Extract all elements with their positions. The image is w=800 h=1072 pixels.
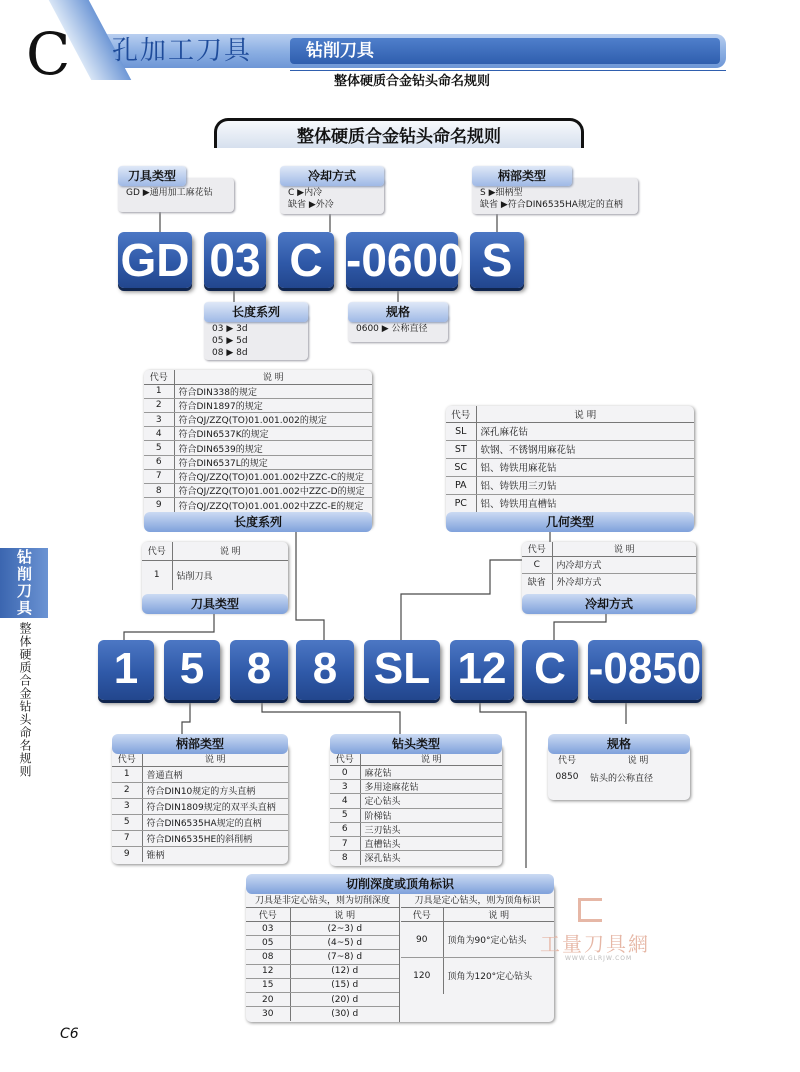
table-row — [446, 494, 694, 512]
table-row — [446, 476, 694, 494]
page-subtitle: 整体硬质合金钻头命名规则 — [334, 74, 491, 89]
cell-desc: 符合QJ/ZZQ(TO)01.001.002的规定 — [174, 413, 372, 427]
cell-code: 4 — [330, 794, 360, 808]
depth-right-caption: 刀具是定心钻头，则为顶角标识 — [401, 894, 554, 908]
table-row — [446, 458, 694, 476]
shank-type-table — [112, 744, 288, 864]
code-segment-spec: -0850 — [588, 640, 702, 700]
table-header: 代号 — [401, 908, 443, 922]
table-row — [246, 950, 399, 964]
cell-code: 4 — [144, 427, 174, 441]
cell-desc: 顶角为120°定心钻头 — [447, 972, 533, 983]
table-row — [330, 808, 502, 822]
cell-desc: 铝、铸铁用直槽钻 — [480, 499, 557, 511]
table-row — [522, 573, 696, 590]
cell-desc: 软钢、不锈钢用麻花钻 — [476, 440, 694, 458]
coolant-table-title: 冷却方式 — [522, 594, 696, 614]
length-legend-title: 长度系列 — [204, 302, 308, 322]
table-header: 说 明 — [360, 752, 502, 766]
chapter-letter: C — [26, 20, 71, 88]
cell-desc: 符合DIN1897的规定 — [174, 398, 372, 412]
cell-desc: (7~8) d — [290, 950, 399, 964]
cell-code: 3 — [144, 413, 174, 427]
table-row — [144, 398, 372, 412]
table-row — [401, 958, 554, 994]
depth-angle-table — [246, 884, 554, 1022]
subcategory-title: 钻削刀具 — [306, 41, 374, 61]
cell-desc: 钻削刀具 — [176, 571, 213, 582]
drill-type-table — [330, 744, 502, 866]
page-number: C6 — [60, 1026, 79, 1042]
cell-desc: 符合DIN10规定的方头直柄 — [142, 782, 288, 798]
cell-code: 0850 — [555, 772, 579, 782]
shank-legend-line: 缺省 ▶符合DIN6535HA规定的直柄 — [480, 200, 623, 210]
length-series-table — [144, 370, 372, 528]
table-row — [446, 440, 694, 458]
cell-desc: 多用途麻花钻 — [360, 780, 502, 794]
tool-type-table-title: 刀具类型 — [142, 594, 288, 614]
cell-code: 8 — [144, 484, 174, 498]
watermark-url: WWW.GLRJW.COM — [565, 955, 633, 962]
geometry-type-table — [446, 406, 694, 528]
table-header: 说 明 — [552, 542, 696, 556]
cell-code: 7 — [112, 830, 142, 846]
shank-legend-title: 柄部类型 — [472, 166, 572, 186]
cell-desc: 普通直柄 — [142, 766, 288, 782]
cell-desc: 符合DIN6539的规定 — [174, 441, 372, 455]
cell-code: 05 — [246, 936, 290, 950]
depth-table-right — [401, 894, 554, 1022]
cell-code: 20 — [246, 992, 290, 1006]
coolant-legend-line: 缺省 ▶外冷 — [288, 200, 334, 210]
cell-code: 7 — [330, 836, 360, 850]
depth-angle-table-title: 切削深度或顶角标识 — [246, 874, 554, 894]
cell-desc: (20) d — [290, 992, 399, 1006]
table-row — [144, 498, 372, 512]
table-row — [144, 413, 372, 427]
cell-code: 5 — [330, 808, 360, 822]
table-row — [330, 780, 502, 794]
cell-code: 3 — [330, 780, 360, 794]
side-tab[interactable]: 钻削刀具 — [0, 548, 48, 618]
table-row — [330, 822, 502, 836]
cell-desc: 铝、铸铁用三刃钻 — [476, 476, 694, 494]
code-segment-tool-type: GD — [118, 232, 192, 288]
table-row — [112, 782, 288, 798]
cell-desc: 符合DIN338的规定 — [174, 384, 372, 398]
cell-code: 90 — [401, 922, 443, 958]
cell-desc: (2~3) d — [290, 922, 399, 936]
tool-type-legend-line: GD ▶通用加工麻花钻 — [126, 188, 213, 198]
table-row — [522, 556, 696, 573]
table-row — [401, 922, 554, 958]
code-segment-coolant: C — [278, 232, 334, 288]
cell-code: 1 — [112, 766, 142, 782]
table-row — [144, 427, 372, 441]
table-row — [246, 992, 399, 1006]
table-header: 代号 — [522, 542, 552, 556]
table-header: 代号 — [142, 542, 172, 560]
table-header: 说 明 — [142, 752, 288, 766]
cell-desc: (4~5) d — [290, 936, 399, 950]
spec-table-title: 规格 — [548, 734, 690, 754]
cell-code: SC — [446, 458, 476, 476]
cell-desc: 锥柄 — [146, 850, 165, 861]
cell-code: 03 — [246, 922, 290, 936]
cell-code: 2 — [144, 398, 174, 412]
tool-type-legend-title: 刀具类型 — [118, 166, 186, 186]
drill-type-table-title: 钻头类型 — [330, 734, 502, 754]
side-tab-caption: 整体硬质合金钻头命名规则 — [18, 622, 32, 778]
cell-code: PA — [446, 476, 476, 494]
table-row — [144, 484, 372, 498]
cell-desc: (30) d — [331, 1008, 359, 1019]
cell-code: 缺省 — [522, 573, 552, 590]
section-title: 整体硬质合金钻头命名规则 — [297, 127, 501, 147]
spec-legend-line: 0600 ▶ 公称直径 — [356, 324, 428, 334]
table-row — [142, 560, 288, 590]
cell-desc: (15) d — [290, 978, 399, 992]
table-row — [330, 836, 502, 850]
table-row — [246, 936, 399, 950]
cell-code: 1 — [144, 384, 174, 398]
cell-code: ST — [446, 440, 476, 458]
table-row — [144, 441, 372, 455]
cell-code: 9 — [144, 498, 174, 512]
cell-desc: 内冷却方式 — [552, 556, 696, 573]
cell-desc: 麻花钻 — [360, 766, 502, 780]
cell-code: 15 — [246, 978, 290, 992]
cell-desc: 外冷却方式 — [556, 578, 602, 589]
chapter-title: 孔加工刀具 — [112, 36, 253, 66]
code-segment-coolant: C — [522, 640, 578, 700]
table-header: 说 明 — [174, 370, 372, 384]
table-row — [330, 794, 502, 808]
cell-desc: 符合DIN1809规定的双平头直柄 — [142, 798, 288, 814]
table-row — [246, 1007, 399, 1021]
cell-code: 2 — [112, 782, 142, 798]
code-segment-shank: 5 — [164, 640, 220, 700]
length-legend-line: 05 ▶ 5d — [212, 336, 248, 346]
table-row — [144, 455, 372, 469]
table-header: 代号 — [446, 406, 476, 422]
cell-desc: 顶角为90°定心钻头 — [443, 922, 554, 958]
table-header: 代号 — [246, 908, 290, 922]
table-header: 代号 — [557, 755, 576, 766]
geometry-type-table-title: 几何类型 — [446, 512, 694, 532]
cell-desc: 符合DIN6535HA规定的直柄 — [142, 814, 288, 830]
table-header: 说 明 — [443, 908, 554, 922]
table-row — [446, 422, 694, 440]
cell-desc: 铝、铸铁用麻花钻 — [476, 458, 694, 476]
cell-code: 08 — [246, 950, 290, 964]
spec-legend-title: 规格 — [348, 302, 448, 322]
depth-left-caption: 刀具是非定心钻头，则为切削深度 — [246, 894, 399, 908]
code-segment-drill-type: 8 — [230, 640, 288, 700]
table-row — [246, 978, 399, 992]
table-header: 代号 — [112, 752, 142, 766]
code-segment-spec: -0600 — [346, 234, 464, 286]
table-row — [112, 766, 288, 782]
length-legend-line: 08 ▶ 8d — [212, 348, 248, 358]
cell-code: 5 — [144, 441, 174, 455]
cell-desc: 符合QJ/ZZQ(TO)01.001.002中ZZC-D的规定 — [174, 484, 372, 498]
table-row — [112, 830, 288, 846]
code-segment-length: 8 — [296, 640, 354, 700]
cell-code: C — [522, 556, 552, 573]
shank-legend-line: S ▶细柄型 — [480, 188, 523, 198]
table-header: 说 明 — [627, 755, 649, 766]
table-header: 说 明 — [172, 542, 288, 560]
cell-code: 1 — [142, 560, 172, 590]
cell-code: 12 — [246, 964, 290, 978]
cell-code: 7 — [144, 469, 174, 483]
cell-desc: 定心钻头 — [360, 794, 502, 808]
cell-code: PC — [446, 494, 476, 512]
cell-code: 0 — [330, 766, 360, 780]
cell-code: 3 — [112, 798, 142, 814]
length-legend-line: 03 ▶ 3d — [212, 324, 248, 334]
table-header: 代号 — [330, 752, 360, 766]
depth-table-left — [246, 894, 400, 1022]
cell-code: 5 — [112, 814, 142, 830]
coolant-legend-line: C ▶内冷 — [288, 188, 323, 198]
cell-code: 30 — [246, 1007, 290, 1021]
watermark-text: 工量刀具網 — [540, 932, 650, 956]
cell-desc: 阶梯钻 — [360, 808, 502, 822]
table-row — [246, 922, 399, 936]
cell-desc: 钻头的公称直径 — [590, 773, 654, 784]
code-segment-tool-type: 1 — [98, 640, 154, 700]
table-row — [144, 384, 372, 398]
shank-type-table-title: 柄部类型 — [112, 734, 288, 754]
coolant-legend-title: 冷却方式 — [280, 166, 384, 186]
code-segment-geometry: SL — [364, 640, 440, 700]
table-row — [112, 814, 288, 830]
cell-desc: 符合QJ/ZZQ(TO)01.001.002中ZZC-E的规定 — [178, 501, 364, 512]
cell-code: 8 — [330, 851, 360, 865]
table-header: 说 明 — [290, 908, 399, 922]
cell-code: 6 — [330, 822, 360, 836]
cell-desc: 深孔钻头 — [364, 854, 401, 865]
cell-desc: 三刃钻头 — [360, 822, 502, 836]
cell-code: SL — [446, 422, 476, 440]
table-row — [112, 846, 288, 862]
table-row — [246, 964, 399, 978]
table-row — [144, 469, 372, 483]
code-segment-length: 03 — [204, 232, 266, 288]
cell-desc: 直槽钻头 — [360, 836, 502, 850]
table-header: 代号 — [144, 370, 174, 384]
table-row — [330, 851, 502, 865]
table-row — [548, 766, 690, 788]
length-series-table-title: 长度系列 — [144, 512, 372, 532]
cell-desc: 符合DIN6537L的规定 — [174, 455, 372, 469]
code-segment-shank: S — [470, 232, 524, 288]
cell-code: 6 — [144, 455, 174, 469]
cell-desc: 符合QJ/ZZQ(TO)01.001.002中ZZC-C的规定 — [174, 469, 372, 483]
table-row — [112, 798, 288, 814]
cell-desc: 符合DIN6537K的规定 — [174, 427, 372, 441]
table-row — [330, 766, 502, 780]
watermark-logo-icon — [578, 898, 602, 922]
code-segment-depth: 12 — [450, 640, 514, 700]
cell-desc: (12) d — [290, 964, 399, 978]
cell-code: 9 — [112, 846, 142, 862]
table-header: 说 明 — [476, 406, 694, 422]
cell-desc: 符合DIN6535HE的斜削柄 — [142, 830, 288, 846]
cell-desc: 深孔麻花钻 — [476, 422, 694, 440]
cell-code: 120 — [401, 958, 443, 994]
